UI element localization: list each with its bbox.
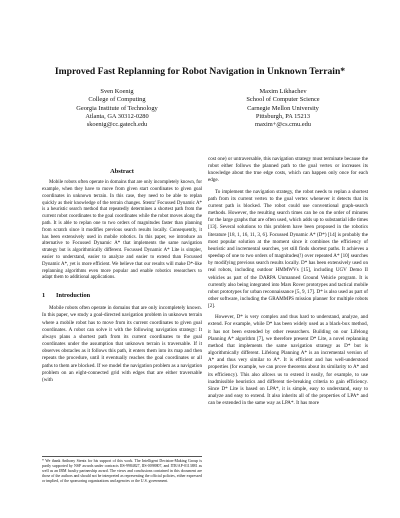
author-affiliation: School of Computer Science — [246, 96, 320, 104]
author-koenig — [32, 88, 202, 129]
intro-paragraph: Mobile robots often operate in domains that are only incompletely known. In this paper, we study a goal-directed navigation problem in unknown terrain where a mobile robot has to move from its current coordinates to given goal coordinates. A robot can solve it with the following navigation strategy: It always plans a shortest path from its current coordinates to the goal coordinates under the assumption that unknown terrain is traversable. If it observes obstacles as it follows this path, it enters them into its map and then repeats the procedure, until it eventually reaches the goal coordinates or all paths to them are blocked. If we model the navigation problem as a navigation problem on an eight-connected grid with edges that are either traversable (with — [42, 305, 202, 383]
footnote: * We thank Anthony Stentz for his support of this work. The Intelligent Decision-Making Group is partly supported by NSF awards under contracts IIS-9984827, IIS-0098807, and ITR/AP-0113881 as well as an IBM faculty partnership award. The views and conclusions contained in this document are those of the authors and should not be interpreted as representing the official policies, either expressed or implied, of the sponsoring organizations and agencies or the U.S. government. — [42, 456, 202, 484]
author-name: Sven Koenig — [100, 88, 134, 95]
section-number: 1 — [42, 292, 46, 300]
left-column — [42, 168, 202, 384]
author-institution: Carnegie Mellon University — [247, 104, 319, 112]
abstract — [42, 168, 202, 282]
author-address: Pittsburgh, PA 15213 — [255, 112, 311, 120]
section-title: Introduction — [56, 292, 91, 300]
author-name: Maxim Likhachev — [259, 88, 307, 95]
body-paragraph: cost one) or untraversable, this navigation strategy must terminate because the robot either follows the planned path to the goal vertex or increases its knowledge about the true edge costs, which can happen only once for each edge. — [208, 156, 368, 184]
author-email: skoenig@cc.gatech.edu — [86, 121, 148, 129]
paper-title: Improved Fast Replanning for Robot Navigation in Unknown Terrain* — [54, 66, 346, 77]
body-paragraph: However, D* is very complex and thus hard to understand, analyze, and extend. For example, while D* has been widely used as a black-box method, it has not been extended by other researchers. Building on our Lifelong Planning A* algorithm [7], we therefore present D* Lite, a novel replanning method that implements the same navigation strategy as D* but is algorithmically different. Lifelong Planning A* is an incremental version of A* and thus very similar to A*. It is efficient and has well-understood properties (for example, we can prove theorems about its similarity to A* and its efficiency). This also allows us to extend it easily, for example, to use inadmissible heuristics and different tie-breaking criteria to gain efficiency. Since D* Lite is based on LPA*, it is simple, easy to understand, easy to analyze and easy to extend. It also inherits all of the properties of LPA* and can be extended in the same way as LPA*. It has more — [208, 314, 368, 407]
author-email: maxim+@cs.cmu.edu — [255, 121, 311, 129]
right-column — [208, 156, 368, 407]
author-affiliation: College of Computing — [88, 96, 146, 104]
abstract-text: Mobile robots often operate in domains that are only incompletely known, for example, when they have to move from given start coordinates to given goal coordinates in unknown terrain. In this case, they need to be able to replan quickly as their knowledge of the terrain changes. Stentz' Focussed Dynamic A* is a heuristic search method that repeatedly determines a shortest path from the current robot coordinates to the goal coordinates while the robot moves along the path. It is able to replan one to two orders of magnitudes faster than planning from scratch since it modifies previous search results locally. Consequently, it has been extensively used in mobile robotics. In this paper, we introduce an alternative to Focussed Dynamic A* that implements the same navigation strategy but is algorithmically different. Focussed Dynamic A* Lite is simpler, easier to understand, easier to analyze and easier to extend than Focussed Dynamic A*, yet is more efficient. We believe that our results will make D*-like replanning algorithms even more popular and enable robotics researchers to adapt them to additional applications. — [42, 180, 202, 281]
body-paragraph: To implement the navigation strategy, the robot needs to replan a shortest path from its current vertex to the goal vertex whenever it detects that its current path is blocked. The robot could use conventional graph-search methods. However, the resulting search times can be on the order of minutes for the large graphs that are often used, which adds up to substantial idle times [13]. Several solutions to this problem have been proposed in the robotics literature [18, 1, 16, 11, 3, 6]. Focussed Dynamic A* (D*) [14] is probably the most popular solution at the moment since it combines the efficiency of heuristic and incremental searches, yet still finds shortest paths. It achieves a speedup of one to two orders of magnitudes(!) over repeated A* [10] searches by modifying previous search results locally. D* has been extensively used on real robots, including outdoor HMMWVs [15], including UGV Demo II vehicles as part of the DARPA Unmanned Ground Vehicle program. It is currently also being integrated into Mars Rover prototypes and tactical mobile robot prototypes for urban reconnaissance [5, 9, 17]. D* is also used as part of other software, including the GRAMMPS mission planner for multiple robots [2]. — [208, 188, 368, 310]
author-address: Atlanta, GA 30312-0280 — [85, 112, 149, 120]
author-institution: Georgia Institute of Technology — [76, 104, 158, 112]
abstract-heading: Abstract — [110, 168, 134, 175]
section-heading — [42, 292, 202, 299]
author-likhachev — [198, 88, 368, 129]
